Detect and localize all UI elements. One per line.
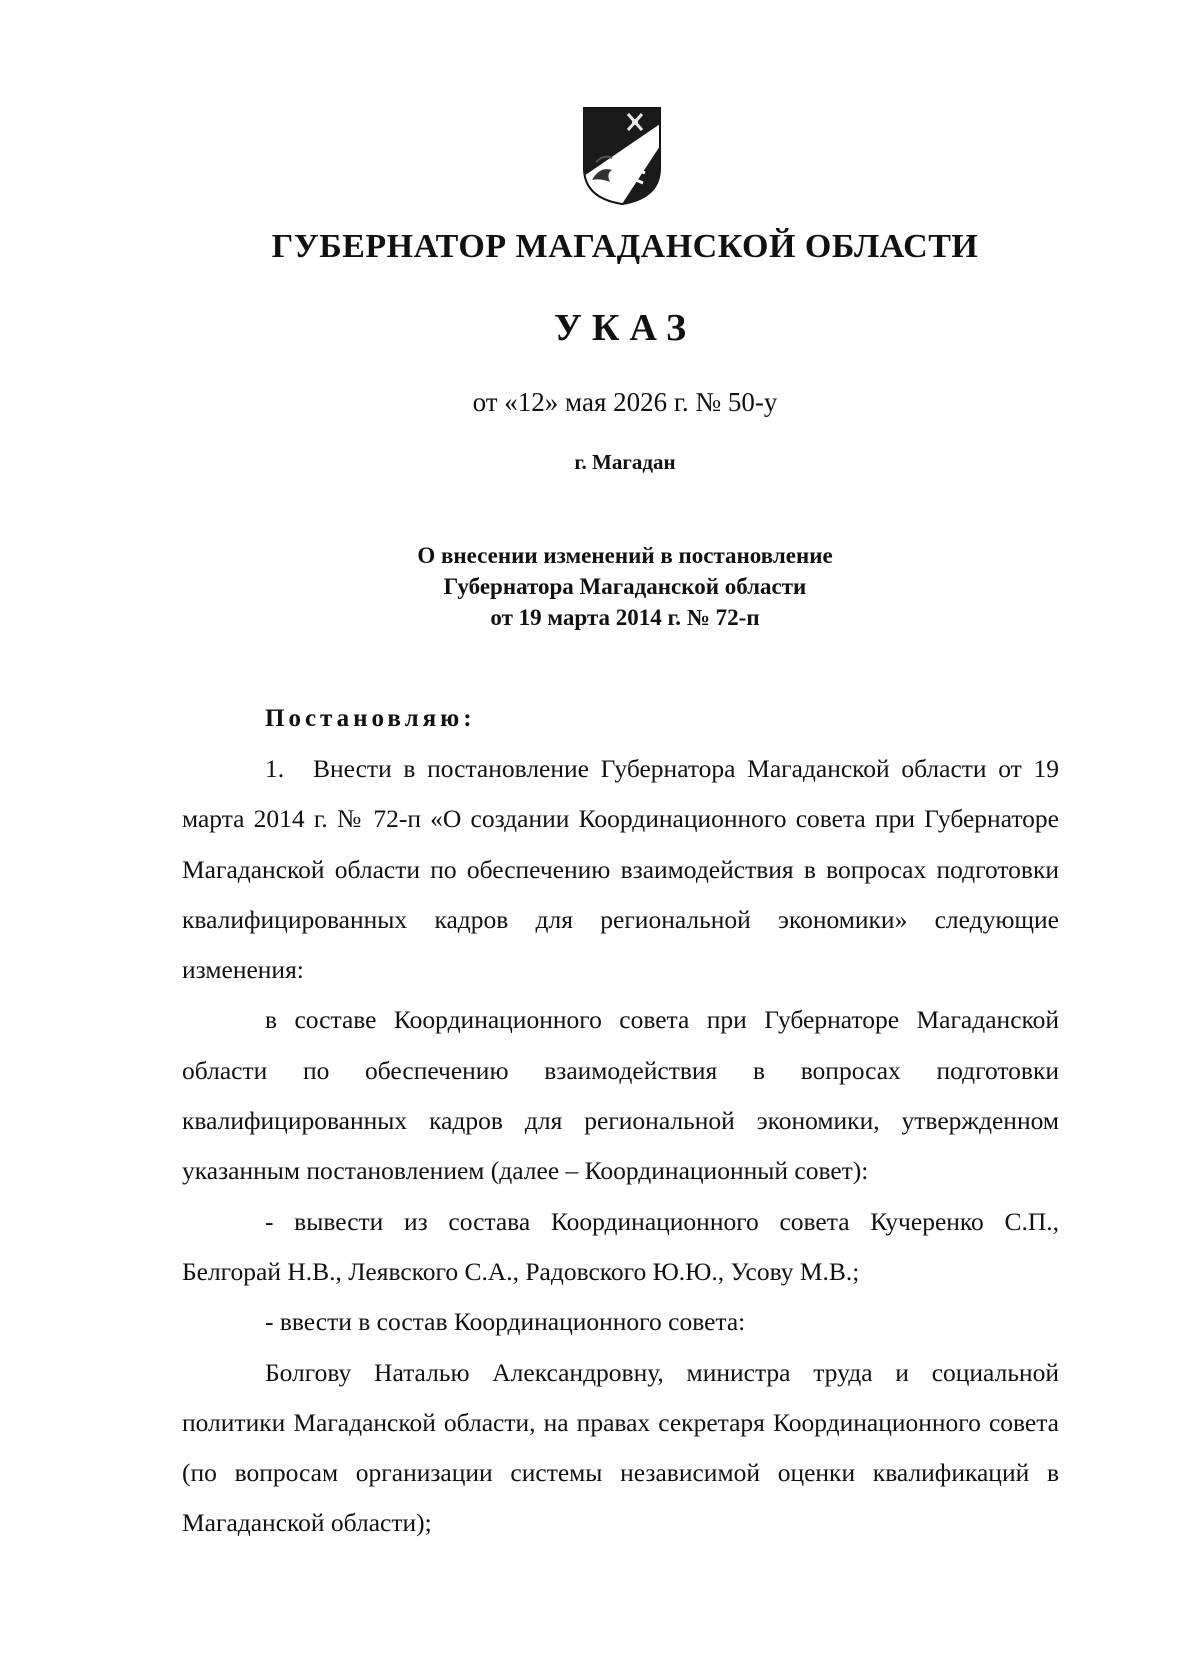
item-number: 1.: [265, 754, 285, 783]
paragraph-new-member: Болгову Наталью Александровну, министра труда и социальной политики Магаданской области, на правах секретаря Координационного совета (по вопросам организации системы независимой оценки квалификаций в Магаданской области);: [182, 1357, 1059, 1538]
paragraph-remove-members: - вывести из состава Координационного совета Кучеренко С.П., Белгорай Н.В., Леявского С.А., Радовского Ю.Ю., Усову М.В.;: [182, 1206, 1059, 1286]
subject-line: Губернатора Магаданской области: [443, 574, 807, 599]
paragraph-composition: в составе Координационного совета при Губернаторе Магаданской области по обеспечению взаимодействия в вопросах подготовки квалифицированных кадров для региональной экономики, утвержденном указанным постановлением (далее – Координационный совет):: [182, 1005, 1059, 1186]
document-type: УКАЗ: [554, 307, 696, 349]
decree-word: Постановляю:: [265, 705, 476, 732]
subject-line: О внесении изменений в постановление: [417, 543, 833, 568]
document-body: [182, 744, 1059, 1549]
coat-of-arms-icon: [582, 106, 662, 206]
document-subject: [0, 540, 1200, 633]
paragraph-add-members: - ввести в состав Координационного совета:: [265, 1307, 746, 1337]
issuing-authority: ГУБЕРНАТОР МАГАДАНСКОЙ ОБЛАСТИ: [271, 228, 979, 265]
document-date-number: от «12» мая 2026 г. № 50-у: [472, 387, 778, 417]
item-text: Внести в постановление Губернатора Магаданской области от 19 марта 2014 г. № 72-п «О создании Координационного совета при Губернаторе Магаданской области по обеспечению взаимодействия в вопросах подготовки квалифицированных кадров для региональной экономики» следующие изменения:: [182, 754, 1059, 985]
document-city: г. Магадан: [574, 450, 676, 474]
paragraph-item-1: [182, 744, 1059, 995]
subject-line: от 19 марта 2014 г. № 72-п: [490, 605, 760, 630]
